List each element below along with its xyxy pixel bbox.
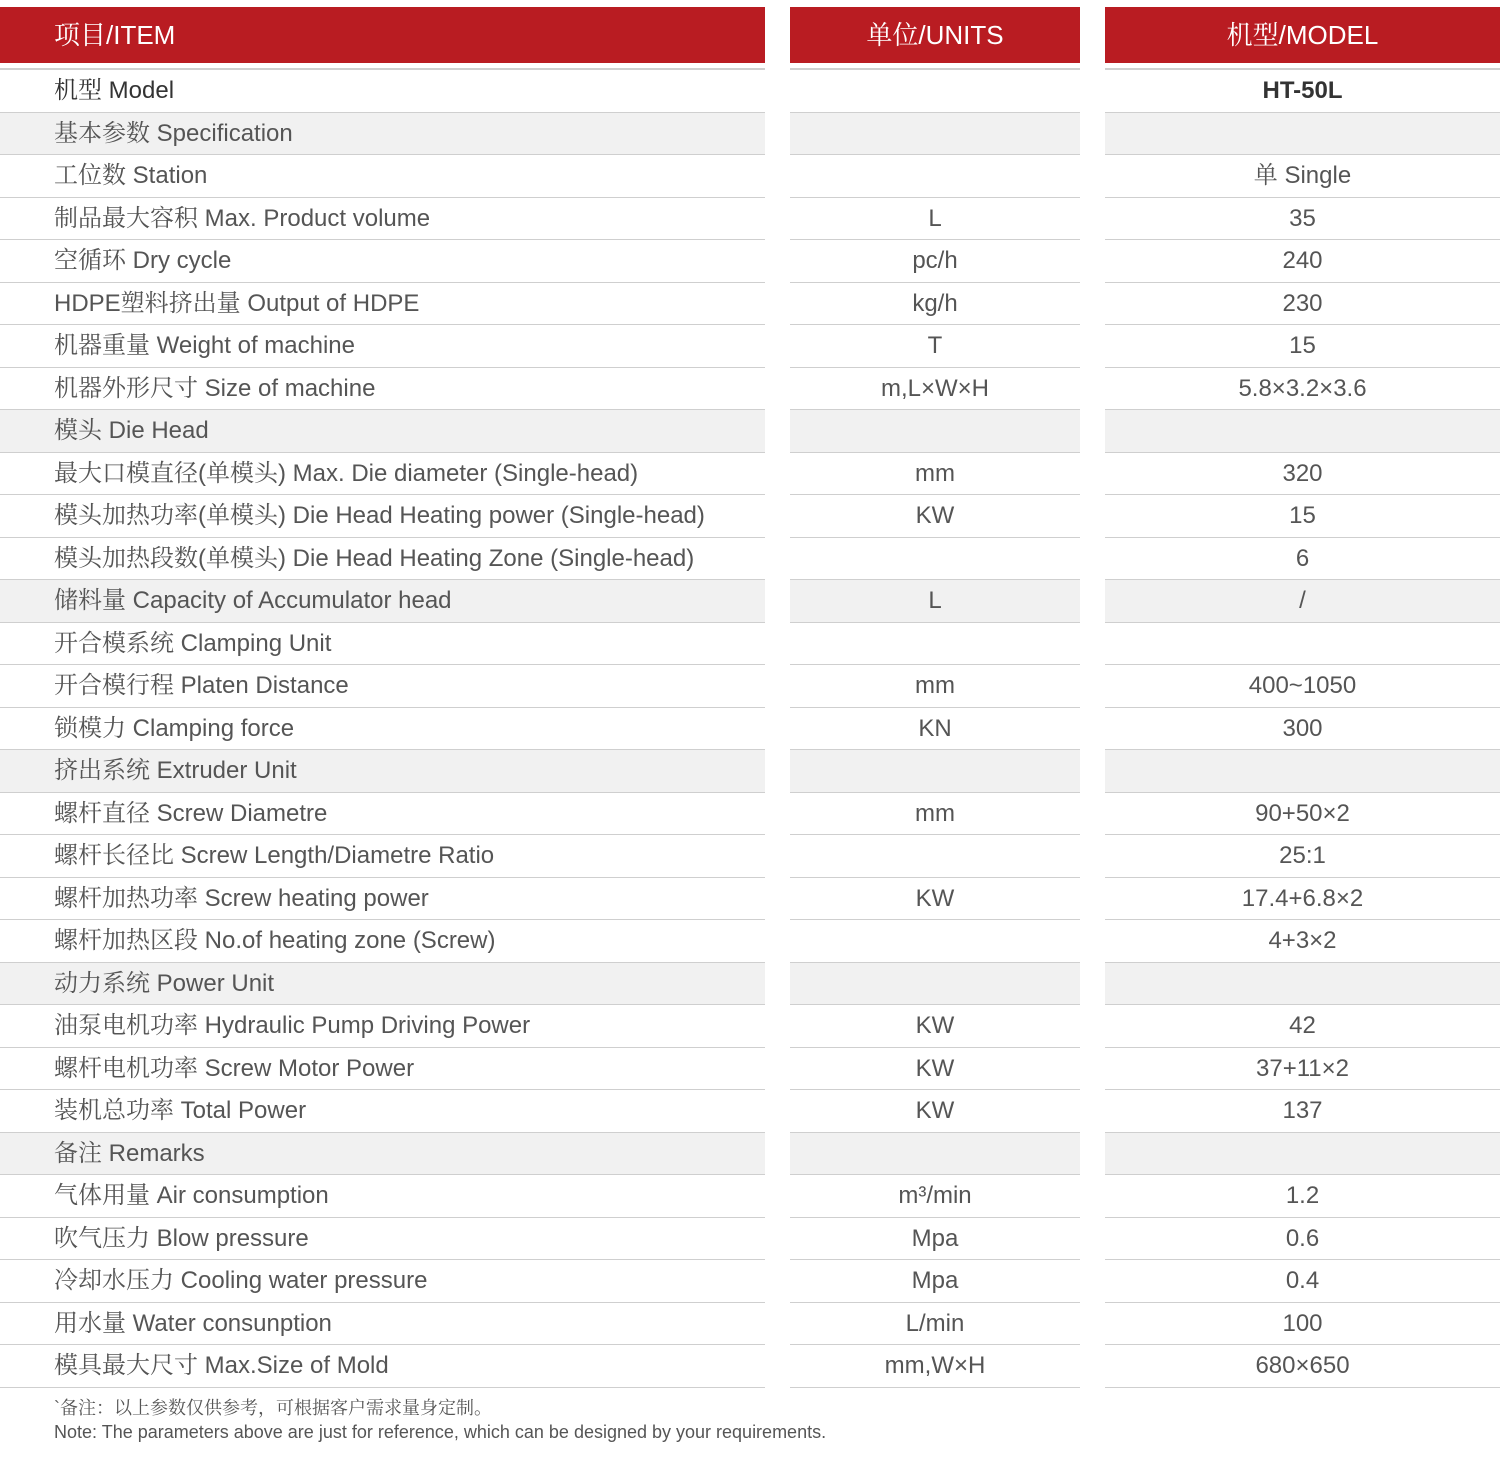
- value-cell: 90+50×2: [1105, 793, 1500, 836]
- item-cell: 螺杆直径 Screw Diametre: [0, 793, 765, 836]
- item-cell: 挤出系统 Extruder Unit: [0, 750, 765, 793]
- units-rows: [790, 68, 1080, 1388]
- unit-cell: [790, 113, 1080, 156]
- value-cell: 5.8×3.2×3.6: [1105, 368, 1500, 411]
- item-cell: 开合模行程 Platen Distance: [0, 665, 765, 708]
- item-cell: 模具最大尺寸 Max.Size of Mold: [0, 1345, 765, 1388]
- value-cell: 17.4+6.8×2: [1105, 878, 1500, 921]
- item-column: [0, 7, 765, 1388]
- item-cell: 螺杆加热功率 Screw heating power: [0, 878, 765, 921]
- item-cell: 螺杆加热区段 No.of heating zone (Screw): [0, 920, 765, 963]
- item-rows: [0, 68, 765, 1388]
- item-cell: 气体用量 Air consumption: [0, 1175, 765, 1218]
- value-cell: [1105, 113, 1500, 156]
- model-header: 机型/MODEL: [1105, 7, 1500, 63]
- item-cell: 螺杆电机功率 Screw Motor Power: [0, 1048, 765, 1091]
- value-cell: 42: [1105, 1005, 1500, 1048]
- item-cell: 装机总功率 Total Power: [0, 1090, 765, 1133]
- value-cell: 单 Single: [1105, 155, 1500, 198]
- item-cell: 空循环 Dry cycle: [0, 240, 765, 283]
- unit-cell: mm: [790, 453, 1080, 496]
- value-cell: 240: [1105, 240, 1500, 283]
- item-cell: 冷却水压力 Cooling water pressure: [0, 1260, 765, 1303]
- unit-cell: kg/h: [790, 283, 1080, 326]
- value-cell: [1105, 623, 1500, 666]
- item-cell: 储料量 Capacity of Accumulator head: [0, 580, 765, 623]
- item-cell: 模头加热功率(单模头) Die Head Heating power (Single-head): [0, 495, 765, 538]
- footnote-cn: `备注：以上参数仅供参考，可根据客户需求量身定制。: [54, 1398, 492, 1418]
- unit-cell: m,L×W×H: [790, 368, 1080, 411]
- item-cell: 锁模力 Clamping force: [0, 708, 765, 751]
- units-column: [790, 7, 1080, 1388]
- footnote-en: Note: The parameters above are just for reference, which can be designed by your requirements.: [54, 1422, 827, 1442]
- value-cell: 320: [1105, 453, 1500, 496]
- item-cell: 工位数 Station: [0, 155, 765, 198]
- value-cell: 680×650: [1105, 1345, 1500, 1388]
- unit-cell: KW: [790, 1005, 1080, 1048]
- units-header: 单位/UNITS: [790, 7, 1080, 63]
- value-cell: /: [1105, 580, 1500, 623]
- value-cell: 1.2: [1105, 1175, 1500, 1218]
- unit-cell: [790, 70, 1080, 113]
- item-cell: 基本参数 Specification: [0, 113, 765, 156]
- unit-cell: [790, 623, 1080, 666]
- model-rows: [1105, 68, 1500, 1388]
- item-cell: 螺杆长径比 Screw Length/Diametre Ratio: [0, 835, 765, 878]
- item-cell: 动力系统 Power Unit: [0, 963, 765, 1006]
- unit-cell: KW: [790, 1048, 1080, 1091]
- item-cell: 模头加热段数(单模头) Die Head Heating Zone (Single-head): [0, 538, 765, 581]
- value-cell: 15: [1105, 325, 1500, 368]
- item-header: 项目/ITEM: [0, 7, 765, 63]
- item-cell: HDPE塑料挤出量 Output of HDPE: [0, 283, 765, 326]
- item-cell: 机器重量 Weight of machine: [0, 325, 765, 368]
- model-column: [1105, 7, 1500, 1388]
- unit-cell: L: [790, 198, 1080, 241]
- unit-cell: KW: [790, 878, 1080, 921]
- unit-cell: mm: [790, 793, 1080, 836]
- value-cell: [1105, 410, 1500, 453]
- footnote: [54, 1396, 826, 1444]
- value-cell: 4+3×2: [1105, 920, 1500, 963]
- unit-cell: KN: [790, 708, 1080, 751]
- value-cell: 35: [1105, 198, 1500, 241]
- value-cell: 6: [1105, 538, 1500, 581]
- unit-cell: [790, 963, 1080, 1006]
- unit-cell: mm: [790, 665, 1080, 708]
- item-cell: 吹气压力 Blow pressure: [0, 1218, 765, 1261]
- item-cell: 备注 Remarks: [0, 1133, 765, 1176]
- unit-cell: mm,W×H: [790, 1345, 1080, 1388]
- unit-cell: Mpa: [790, 1218, 1080, 1261]
- value-cell: [1105, 750, 1500, 793]
- unit-cell: KW: [790, 1090, 1080, 1133]
- item-cell: 模头 Die Head: [0, 410, 765, 453]
- value-cell: [1105, 1133, 1500, 1176]
- unit-cell: [790, 1133, 1080, 1176]
- item-cell: 用水量 Water consunption: [0, 1303, 765, 1346]
- unit-cell: KW: [790, 495, 1080, 538]
- item-cell: 开合模系统 Clamping Unit: [0, 623, 765, 666]
- unit-cell: [790, 155, 1080, 198]
- item-cell: 最大口模直径(单模头) Max. Die diameter (Single-head): [0, 453, 765, 496]
- item-cell: 油泵电机功率 Hydraulic Pump Driving Power: [0, 1005, 765, 1048]
- item-cell: 机器外形尺寸 Size of machine: [0, 368, 765, 411]
- unit-cell: [790, 920, 1080, 963]
- unit-cell: Mpa: [790, 1260, 1080, 1303]
- unit-cell: T: [790, 325, 1080, 368]
- value-cell: [1105, 963, 1500, 1006]
- unit-cell: L/min: [790, 1303, 1080, 1346]
- unit-cell: [790, 538, 1080, 581]
- value-cell: 25:1: [1105, 835, 1500, 878]
- unit-cell: m³/min: [790, 1175, 1080, 1218]
- value-cell: 300: [1105, 708, 1500, 751]
- value-cell: 0.4: [1105, 1260, 1500, 1303]
- value-cell: 100: [1105, 1303, 1500, 1346]
- value-cell: 15: [1105, 495, 1500, 538]
- value-cell: HT-50L: [1105, 70, 1500, 113]
- item-cell: 机型 Model: [0, 70, 765, 113]
- unit-cell: [790, 835, 1080, 878]
- item-cell: 制品最大容积 Max. Product volume: [0, 198, 765, 241]
- unit-cell: L: [790, 580, 1080, 623]
- value-cell: 400~1050: [1105, 665, 1500, 708]
- value-cell: 137: [1105, 1090, 1500, 1133]
- unit-cell: [790, 750, 1080, 793]
- unit-cell: [790, 410, 1080, 453]
- value-cell: 230: [1105, 283, 1500, 326]
- value-cell: 0.6: [1105, 1218, 1500, 1261]
- unit-cell: pc/h: [790, 240, 1080, 283]
- value-cell: 37+11×2: [1105, 1048, 1500, 1091]
